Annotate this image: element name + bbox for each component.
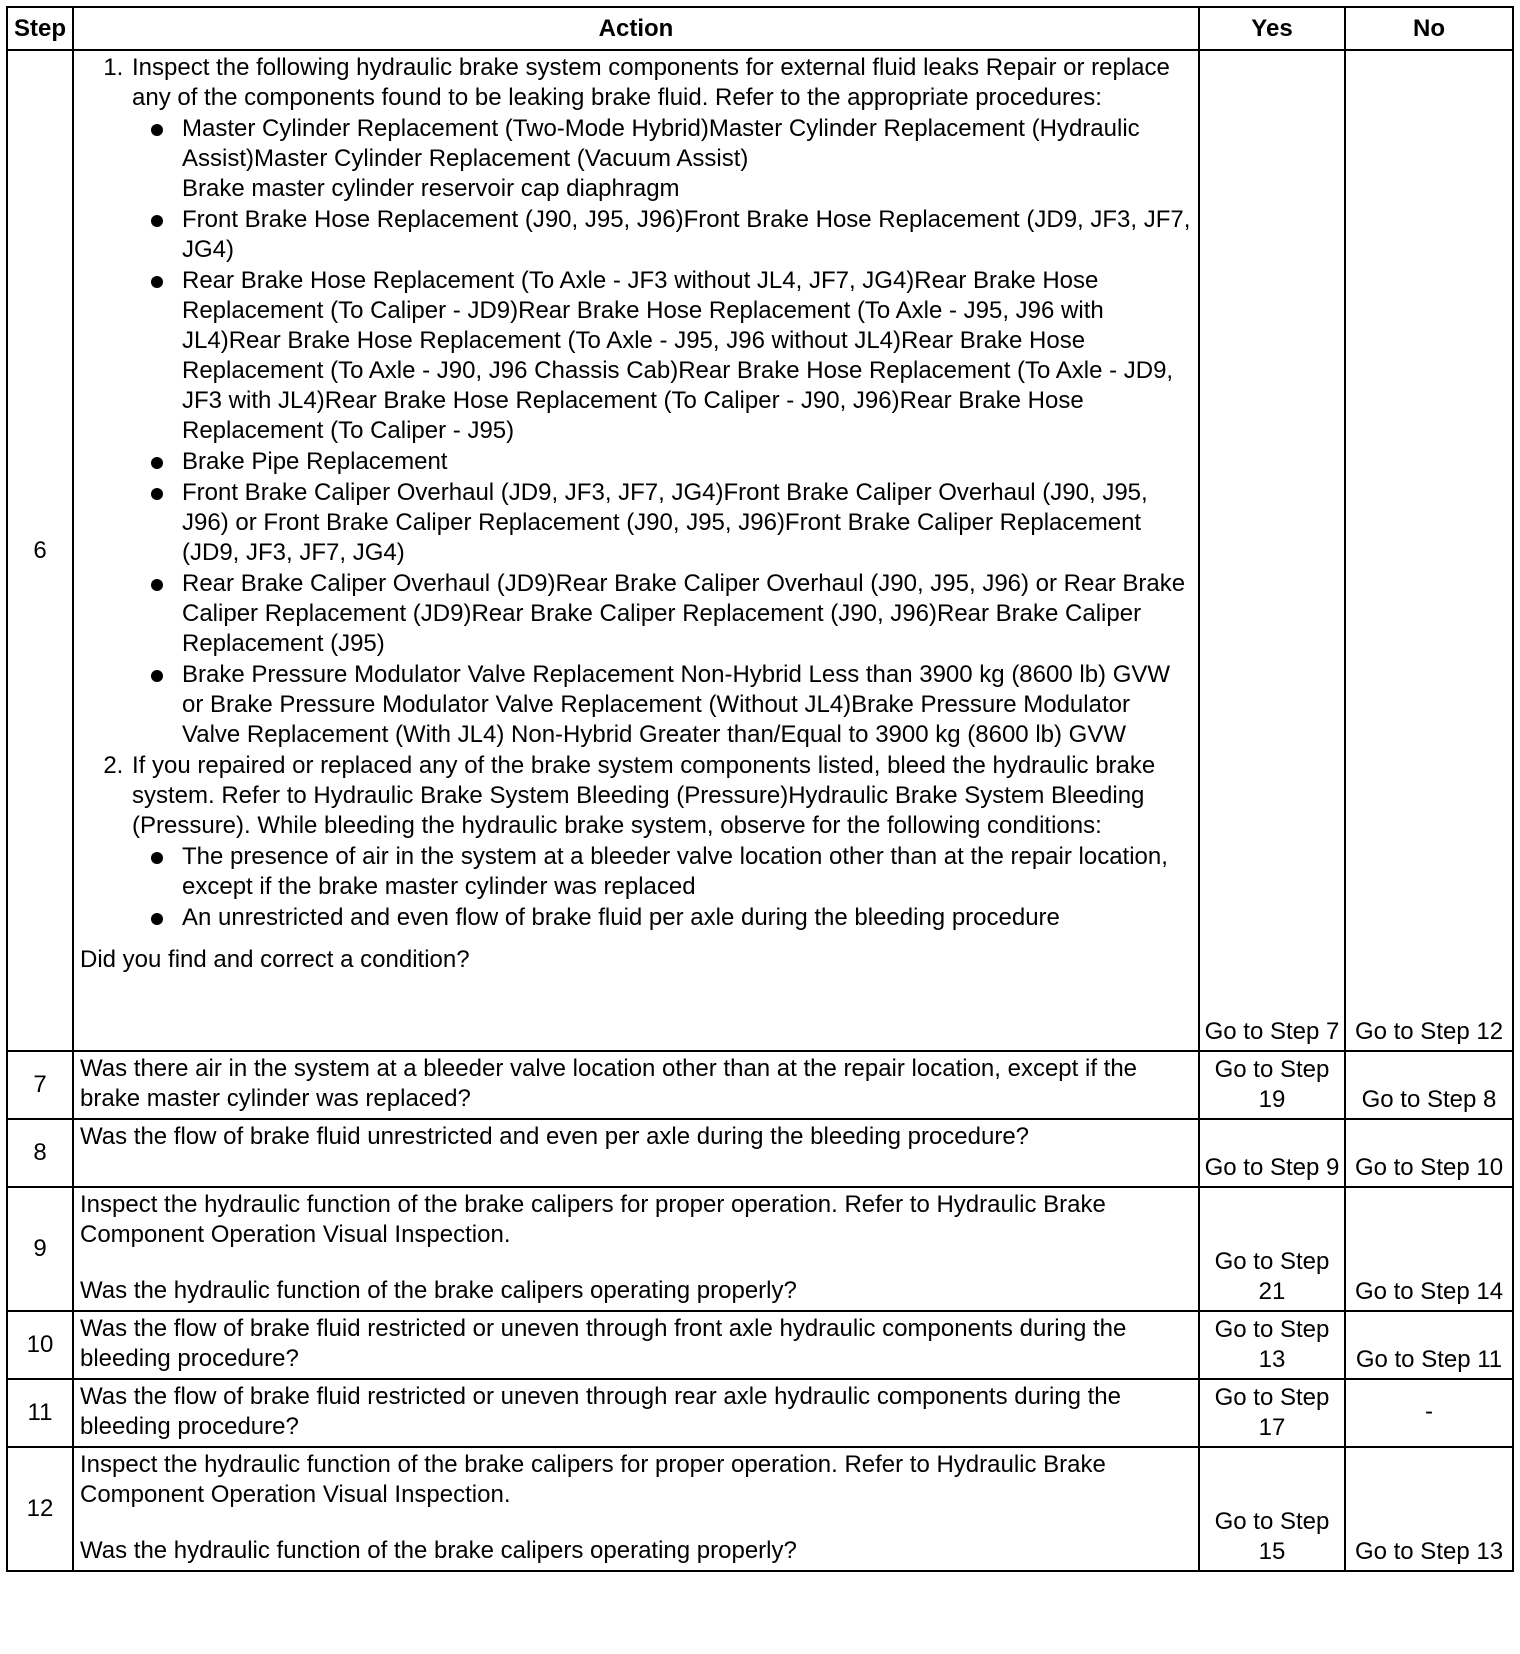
list-item: Rear Brake Hose Replacement (To Axle - JF3 without JL4, JF7, JG4)Rear Brake Hose Replacement (To Caliper - JD9)Rear Brake Hose Replacement (To Axle - J95, J96 with JL4)Rear Brake Hose Replacement (To Axle - J95, J96 without JL4)Rear Brake Hose Replacement (To Axle - J90, J96 Chassis Cab)Rear Brake Hose Replacement (To Axle - JD9, JF3 with JL4)Rear Brake Hose Replacement (To Caliper - J90, J96)Rear Brake Hose Replacement (To Caliper - J95) bbox=[182, 266, 1192, 446]
component-list bbox=[132, 114, 1192, 750]
list-item: Front Brake Hose Replacement (J90, J95, J96)Front Brake Hose Replacement (JD9, JF3, JF7, JG4) bbox=[182, 206, 1191, 263]
action-step-2 bbox=[130, 751, 1192, 933]
step-number: 9 bbox=[7, 1187, 73, 1311]
action-step-2-text: If you repaired or replaced any of the brake system components listed, bleed the hydraulic brake system. Refer to Hydraulic Brake System Bleeding (Pressure)Hydraulic Brake System Bleeding (Pressure). While bleeding the hydraulic brake system, observe for the following conditions: bbox=[132, 752, 1156, 839]
question-text: Was the flow of brake fluid restricted or uneven through front axle hydraulic components during the bleeding procedure? bbox=[80, 1315, 1127, 1372]
step-number: 7 bbox=[7, 1051, 73, 1119]
table-row-step-9 bbox=[7, 1187, 1513, 1311]
no-result: Go to Step 14 bbox=[1345, 1187, 1513, 1311]
instruction-text: Inspect the hydraulic function of the brake calipers for proper operation. Refer to Hydraulic Brake Component Operation Visual Inspection. bbox=[80, 1191, 1106, 1248]
list-item: Brake Pressure Modulator Valve Replacement Non-Hybrid Less than 3900 kg (8600 lb) GVW or Brake Pressure Modulator Valve Replacement (Without JL4)Brake Pressure Modulator Valve Replacement (With JL4) Non-Hybrid Greater than/Equal to 3900 kg (8600 lb) GVW bbox=[182, 660, 1192, 750]
diagnostic-table bbox=[6, 6, 1514, 1572]
action-step-1 bbox=[130, 53, 1192, 750]
action-cell bbox=[73, 1311, 1199, 1379]
table-row-step-7 bbox=[7, 1051, 1513, 1119]
action-step-1-text: Inspect the following hydraulic brake system components for external fluid leaks Repair or replace any of the components found to be leaking brake fluid. Refer to the appropriate procedures: bbox=[132, 54, 1170, 111]
instruction-text: Inspect the hydraulic function of the brake calipers for proper operation. Refer to Hydraulic Brake Component Operation Visual Inspection. bbox=[80, 1451, 1106, 1508]
action-cell bbox=[73, 1447, 1199, 1571]
header-step: Step bbox=[7, 7, 73, 50]
action-cell bbox=[73, 1119, 1199, 1187]
condition-list bbox=[132, 842, 1192, 933]
yes-result: Go to Step 9 bbox=[1199, 1119, 1345, 1187]
yes-result: Go to Step 19 bbox=[1199, 1051, 1345, 1119]
yes-result: Go to Step 7 bbox=[1199, 50, 1345, 1051]
yes-result: Go to Step 15 bbox=[1199, 1447, 1345, 1571]
step-number: 6 bbox=[7, 50, 73, 1051]
step-number: 8 bbox=[7, 1119, 73, 1187]
question-text: Was there air in the system at a bleeder valve location other than at the repair location, except if the brake master cylinder was replaced? bbox=[80, 1055, 1138, 1112]
action-cell bbox=[73, 1051, 1199, 1119]
list-item: Front Brake Caliper Overhaul (JD9, JF3, JF7, JG4)Front Brake Caliper Overhaul (J90, J95, J96) or Front Brake Caliper Replacement (J90, J95, J96)Front Brake Caliper Replacement (JD9, JF3, JF7, JG4) bbox=[182, 478, 1192, 568]
table-row-step-6 bbox=[7, 50, 1513, 1051]
table-row-step-10 bbox=[7, 1311, 1513, 1379]
list-item: Brake Pipe Replacement bbox=[182, 447, 1192, 477]
question-text: Was the hydraulic function of the brake calipers operating properly? bbox=[80, 1537, 797, 1564]
question-text: Did you find and correct a condition? bbox=[80, 946, 470, 973]
yes-result: Go to Step 21 bbox=[1199, 1187, 1345, 1311]
yes-result: Go to Step 13 bbox=[1199, 1311, 1345, 1379]
step-number: 12 bbox=[7, 1447, 73, 1571]
no-result: Go to Step 11 bbox=[1345, 1311, 1513, 1379]
action-steps-list bbox=[80, 53, 1192, 933]
no-result: Go to Step 12 bbox=[1345, 50, 1513, 1051]
header-yes: Yes bbox=[1199, 7, 1345, 50]
question-text: Was the flow of brake fluid unrestricted and even per axle during the bleeding procedure? bbox=[80, 1123, 1030, 1150]
no-result: Go to Step 10 bbox=[1345, 1119, 1513, 1187]
table-row-step-12 bbox=[7, 1447, 1513, 1571]
action-cell bbox=[73, 50, 1199, 1051]
no-result: Go to Step 8 bbox=[1345, 1051, 1513, 1119]
header-no: No bbox=[1345, 7, 1513, 50]
action-cell bbox=[73, 1379, 1199, 1447]
no-result: Go to Step 13 bbox=[1345, 1447, 1513, 1571]
question-text: Was the flow of brake fluid restricted or uneven through rear axle hydraulic components during the bleeding procedure? bbox=[80, 1383, 1121, 1440]
step-number: 10 bbox=[7, 1311, 73, 1379]
action-cell bbox=[73, 1187, 1199, 1311]
list-item: Rear Brake Caliper Overhaul (JD9)Rear Brake Caliper Overhaul (J90, J95, J96) or Rear Brake Caliper Replacement (JD9)Rear Brake Caliper Replacement (J90, J96)Rear Brake Caliper Replacement (J95) bbox=[182, 569, 1192, 659]
table-row-step-11 bbox=[7, 1379, 1513, 1447]
list-item: An unrestricted and even flow of brake fluid per axle during the bleeding procedure bbox=[182, 903, 1192, 933]
list-item: Master Cylinder Replacement (Two-Mode Hybrid)Master Cylinder Replacement (Hydraulic Assist)Master Cylinder Replacement (Vacuum Assist) Brake master cylinder reservoir cap diaphragm bbox=[182, 114, 1192, 204]
question-text: Was the hydraulic function of the brake calipers operating properly? bbox=[80, 1277, 797, 1304]
step-number: 11 bbox=[7, 1379, 73, 1447]
list-item: The presence of air in the system at a bleeder valve location other than at the repair location, except if the brake master cylinder was replaced bbox=[182, 842, 1192, 902]
no-result: - bbox=[1345, 1379, 1513, 1447]
yes-result: Go to Step 17 bbox=[1199, 1379, 1345, 1447]
header-row bbox=[7, 7, 1513, 50]
table-row-step-8 bbox=[7, 1119, 1513, 1187]
header-action: Action bbox=[73, 7, 1199, 50]
